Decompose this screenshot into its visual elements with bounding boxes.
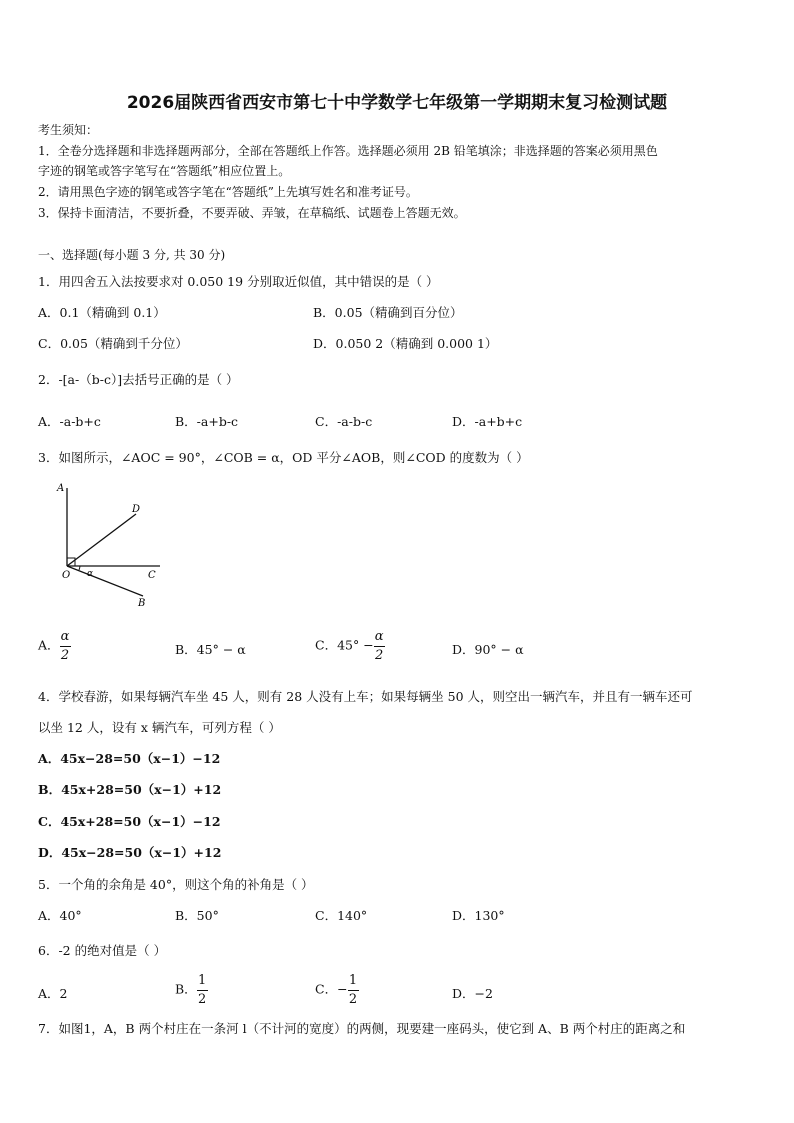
question-3-stem: 3．如图所示，∠AOC = 90°，∠COB = α，OD 平分∠AOB，则∠COD 的度数为（ ） bbox=[38, 450, 529, 465]
numerator: 1 bbox=[348, 973, 358, 988]
denominator: 2 bbox=[375, 647, 384, 663]
denominator: 2 bbox=[60, 647, 70, 663]
question-3-option-a bbox=[38, 630, 71, 662]
section-heading: 一、选择题(每小题 3 分, 共 30 分) bbox=[38, 248, 226, 262]
ray-ob bbox=[67, 566, 143, 596]
question-2-option-b: B．-a+b-c bbox=[175, 414, 239, 429]
option-c-fraction bbox=[374, 630, 385, 662]
option-a-fraction bbox=[60, 630, 71, 662]
question-5-option-c: C．140° bbox=[315, 908, 368, 923]
notice-line-3: 2．请用黑色字迹的钢笔或答字笔在“答题纸”上先填写姓名和准考证号。 bbox=[38, 185, 418, 199]
question-3-option-d: D．90° − α bbox=[452, 642, 524, 657]
option-c-label: C．− bbox=[315, 981, 348, 997]
page-title: 2026届陕西省西安市第七十中学数学七年级第一学期期末复习检测试题 bbox=[126, 93, 668, 113]
denominator: 2 bbox=[198, 991, 207, 1007]
question-1-stem: 1．用四舍五入法按要求对 0.050 19 分别取近似值，其中错误的是（ ） bbox=[38, 274, 439, 289]
question-3-option-b: B．45° − α bbox=[175, 642, 246, 657]
notice-line-1: 1．全卷分选择题和非选择题两部分，全部在答题纸上作答。选择题必须用 2B 铅笔填涂；非选择题的答案必须用黑色 bbox=[38, 144, 658, 158]
denominator: 2 bbox=[348, 991, 358, 1007]
question-5-option-a: A．40° bbox=[38, 908, 82, 923]
question-4-stem-line-2: 以坐 12 人，设有 x 辆汽车，可列方程（ ） bbox=[38, 720, 281, 735]
question-6-stem: 6．-2 的绝对值是（ ） bbox=[38, 943, 167, 958]
notice-heading: 考生须知： bbox=[38, 123, 99, 137]
question-4-option-b: B．45x+28=50（x−1）+12 bbox=[38, 782, 222, 797]
option-b-fraction bbox=[197, 974, 208, 1006]
question-6-option-a: A．2 bbox=[38, 986, 68, 1001]
question-5-stem: 5．一个角的余角是 40°，则这个角的补角是（ ） bbox=[38, 877, 314, 892]
option-c-label: C．45° − bbox=[315, 637, 374, 653]
label-alpha: α bbox=[87, 569, 94, 579]
question-3-option-c bbox=[315, 630, 385, 662]
question-4-option-c: C．45x+28=50（x−1）−12 bbox=[38, 814, 221, 829]
label-a: A bbox=[57, 483, 65, 494]
question-5-option-b: B．50° bbox=[175, 908, 219, 923]
option-b-label: B． bbox=[175, 981, 197, 997]
label-o: O bbox=[62, 570, 71, 581]
label-c: C bbox=[148, 570, 156, 581]
question-2-stem: 2．-[a-（b-c）]去括号正确的是（ ） bbox=[38, 372, 239, 387]
numerator: α bbox=[374, 629, 384, 644]
question-2-option-d: D．-a+b+c bbox=[452, 414, 523, 429]
angle-figure bbox=[50, 478, 180, 613]
notice-line-2: 字迹的钢笔或答字笔写在“答题纸”相应位置上。 bbox=[38, 164, 291, 178]
option-a-label: A． bbox=[38, 637, 60, 653]
question-4-option-d: D．45x−28=50（x−1）+12 bbox=[38, 845, 222, 860]
ray-od bbox=[67, 514, 136, 566]
question-2-option-c: C．-a-b-c bbox=[315, 414, 373, 429]
question-7-stem: 7．如图1，A，B 两个村庄在一条河 l（不计河的宽度）的两侧，现要建一座码头，使它到 A、B 两个村庄的距离之和 bbox=[38, 1021, 686, 1036]
option-c-fraction bbox=[348, 974, 359, 1006]
question-1-option-a: A．0.1（精确到 0.1） bbox=[38, 305, 166, 320]
question-6-option-d: D．−2 bbox=[452, 986, 493, 1001]
question-2-option-a: A．-a-b+c bbox=[38, 414, 101, 429]
question-4-stem-line-1: 4．学校春游，如果每辆汽车坐 45 人，则有 28 人没有上车；如果每辆坐 50 人，则空出一辆汽车，并且有一辆车还可 bbox=[38, 689, 693, 704]
label-b: B bbox=[138, 598, 146, 609]
question-4-option-a: A．45x−28=50（x−1）−12 bbox=[38, 751, 221, 766]
question-5-option-d: D．130° bbox=[452, 908, 505, 923]
numerator: 1 bbox=[198, 973, 207, 988]
question-1-option-d: D．0.050 2（精确到 0.000 1） bbox=[313, 336, 498, 351]
question-6-option-b bbox=[175, 974, 208, 1006]
question-1-option-c: C．0.05（精确到千分位） bbox=[38, 336, 188, 351]
question-1-option-b: B．0.05（精确到百分位） bbox=[313, 305, 463, 320]
question-6-option-c bbox=[315, 974, 359, 1006]
numerator: α bbox=[60, 629, 70, 644]
notice-line-4: 3．保持卡面清洁，不要折叠，不要弄破、弄皱，在草稿纸、试题卷上答题无效。 bbox=[38, 206, 466, 220]
label-d: D bbox=[132, 504, 141, 515]
